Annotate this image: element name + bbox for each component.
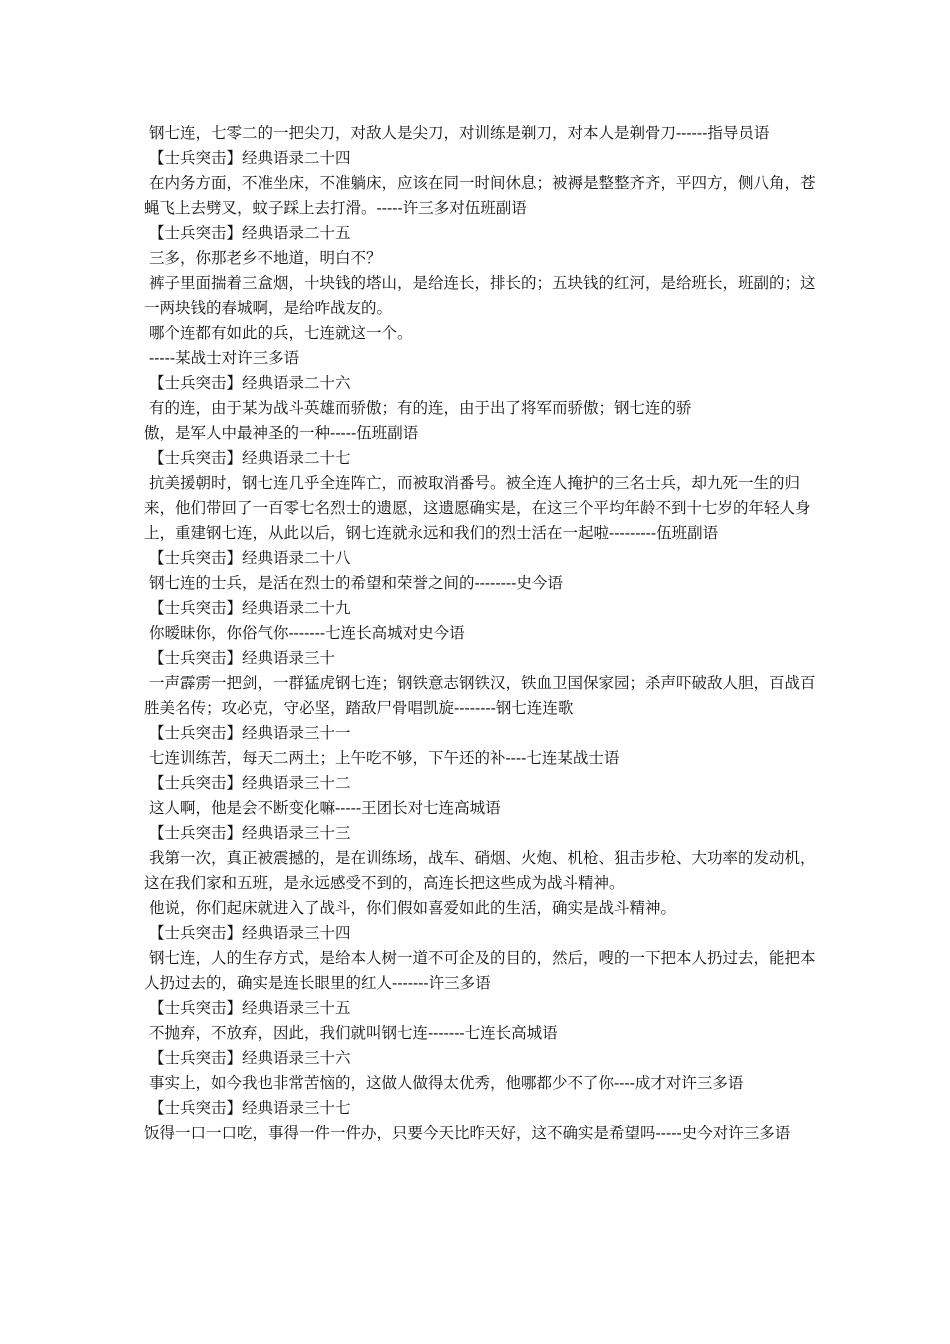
section-heading: 【士兵突击】经典语录三十一 [144,724,351,742]
quote-paragraph: 我第一次，真正被震撼的，是在训练场，战车、硝烟、火炮、机枪、狙击步枪、大功率的发动机，这在我们家和五班，是永远感受不到的，高连长把这些成为战斗精神。 [144,849,816,892]
quote-paragraph: 这人啊，他是会不断变化嘛-----王团长对七连高城语 [144,799,501,817]
section-heading: 【士兵突击】经典语录二十六 [144,374,351,392]
quote-paragraph: -----某战士对许三多语 [144,349,300,367]
quote-paragraph: 一声霹雳一把剑，一群猛虎钢七连；钢铁意志钢铁汉，铁血卫国保家园；杀声吓破敌人胆，百战百胜美名传；攻必克，守必坚，踏敌尸骨唱凯旋--------钢七连连歌 [144,674,816,717]
section-heading: 【士兵突击】经典语录三十四 [144,924,351,942]
section-heading: 【士兵突击】经典语录二十九 [144,599,351,617]
section-heading: 【士兵突击】经典语录二十五 [144,224,351,242]
quote-paragraph: 钢七连，人的生存方式，是给本人树一道不可企及的目的，然后，嗖的一下把本人扔过去，能把本人扔过去的，确实是连长眼里的红人-------许三多语 [144,949,816,992]
quote-paragraph: 七连训练苦，每天二两土；上午吃不够，下午还的补----七连某战士语 [144,749,620,767]
section-heading: 【士兵突击】经典语录三十二 [144,774,351,792]
quote-paragraph: 三多，你那老乡不地道，明白不？ [144,249,382,267]
quote-paragraph: 裤子里面揣着三盒烟，十块钱的塔山，是给连长，排长的；五块钱的红河，是给班长，班副的；这一两块钱的春城啊，是给咋战友的。 [144,274,816,317]
section-heading: 【士兵突击】经典语录二十八 [144,549,351,567]
section-heading: 【士兵突击】经典语录三十 [144,649,335,667]
quote-paragraph: 有的连，由于某为战斗英雄而骄傲；有的连，由于出了将军而骄傲；钢七连的骄 傲，是军人中最神圣的一种-----伍班副语 [144,399,692,442]
quote-paragraph: 你暧昧你，你俗气你-------七连长高城对史今语 [144,624,465,642]
quote-paragraph: 哪个连都有如此的兵，七连就这一个。 [144,324,413,342]
quote-paragraph: 在内务方面，不准坐床，不准躺床，应该在同一时间休息；被褥是整整齐齐，平四方，侧八角，苍蝇飞上去劈叉，蚊子踩上去打滑。-----许三多对伍班副语 [144,174,816,217]
section-heading: 【士兵突击】经典语录三十五 [144,999,351,1017]
section-heading: 【士兵突击】经典语录二十七 [144,449,351,467]
section-heading: 【士兵突击】经典语录三十六 [144,1049,351,1067]
quote-paragraph: 抗美援朝时，钢七连几乎全连阵亡，而被取消番号。被全连人掩护的三名士兵，却九死一生的归来，他们带回了一百零七名烈士的遗愿，这遗愿确实是，在这三个平均年龄不到十七岁的年轻人身上，重建钢七连，从此以后，钢七连就永远和我们的烈士活在一起啦---------伍班副语 [144,474,811,542]
quote-paragraph: 事实上，如今我也非常苦恼的，这做人做得太优秀，他哪都少不了你----成才对许三多语 [144,1074,744,1092]
section-heading: 【士兵突击】经典语录三十七 [144,1099,351,1117]
section-heading: 【士兵突击】经典语录二十四 [144,149,351,167]
quote-paragraph: 不抛弃，不放弃，因此，我们就叫钢七连-------七连长高城语 [144,1024,558,1042]
quote-paragraph: 钢七连，七零二的一把尖刀，对敌人是尖刀，对训练是剃刀，对本人是剃骨刀------指导员语 [144,124,770,142]
document-body [144,121,818,1146]
quote-paragraph: 他说，你们起床就进入了战斗，你们假如喜爱如此的生活，确实是战斗精神。 [144,899,676,917]
quote-paragraph: 饭得一口一口吃，事得一件一件办，只要今天比昨天好，这不确实是希望吗-----史今对许三多语 [144,1124,791,1142]
quote-paragraph: 钢七连的士兵，是活在烈士的希望和荣誉之间的--------史今语 [144,574,563,592]
section-heading: 【士兵突击】经典语录三十三 [144,824,351,842]
